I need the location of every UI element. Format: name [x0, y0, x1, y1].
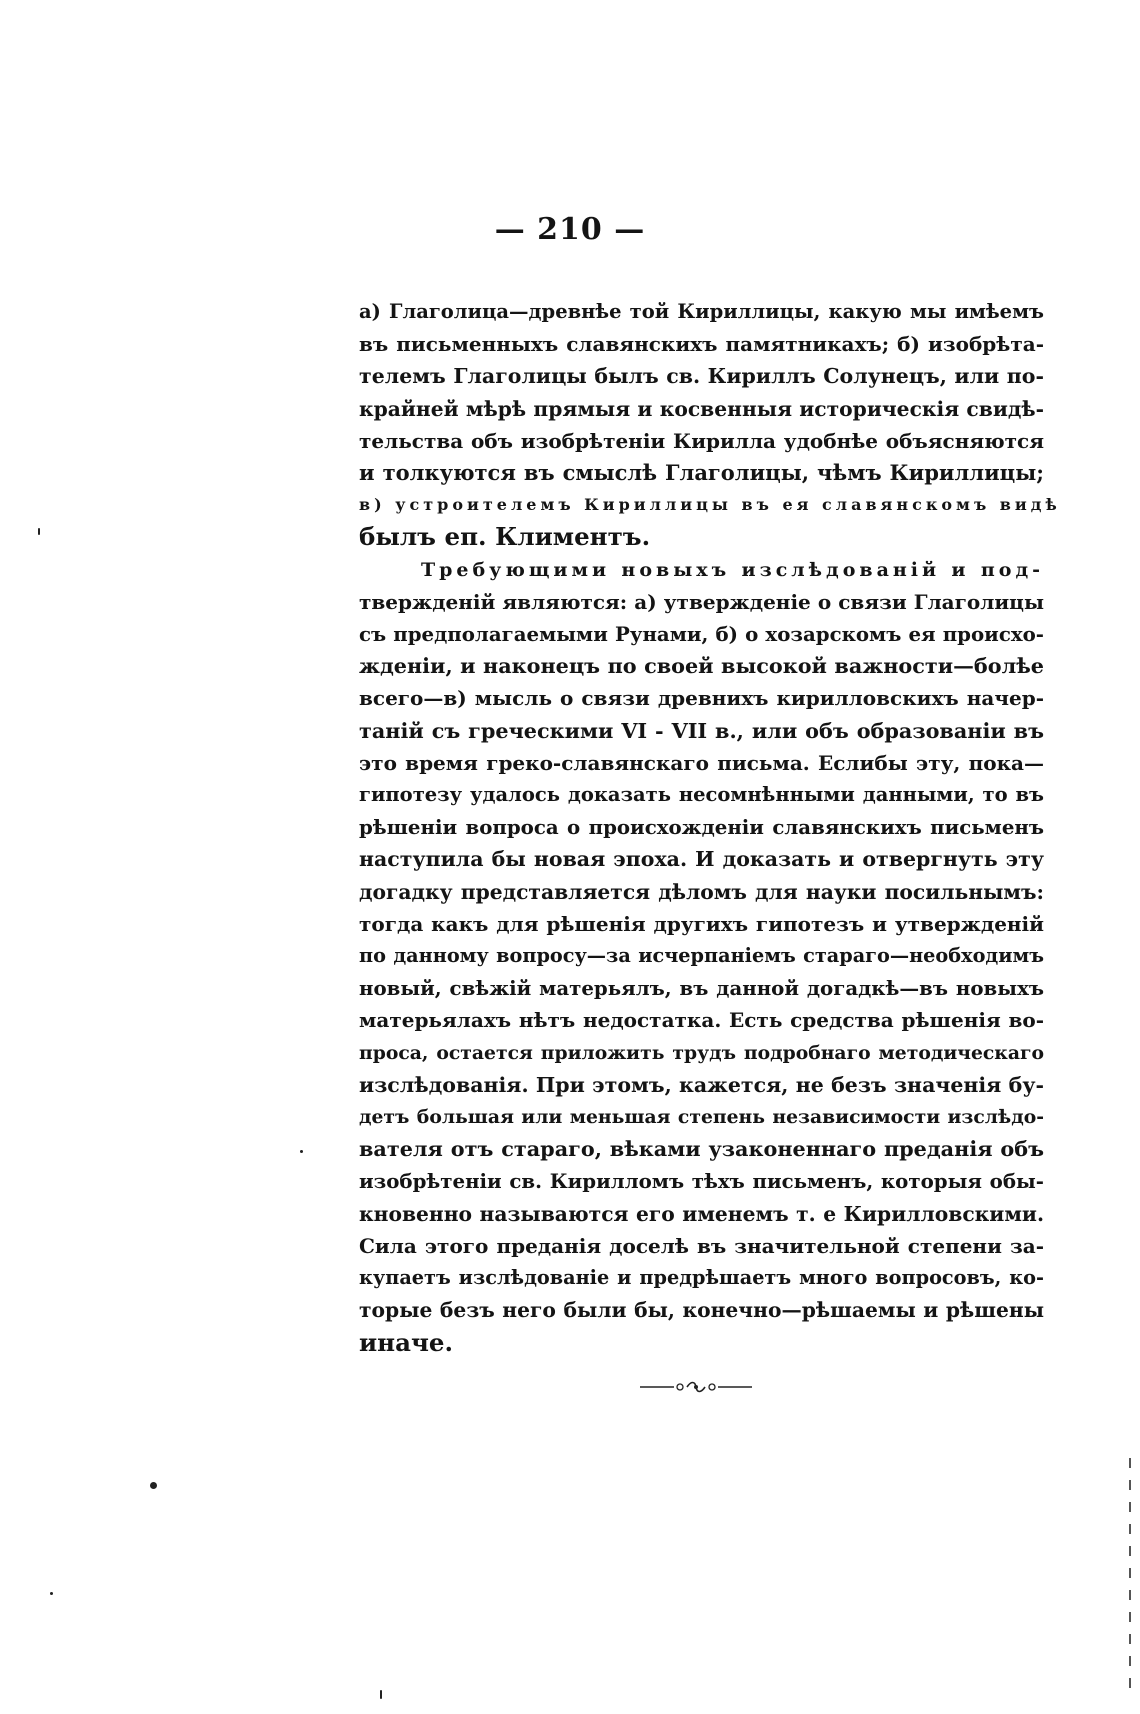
- text-line: это время греко-славянскаго письма. Еслибы эту, пока—: [359, 750, 1044, 775]
- text-line: былъ еп. Климентъ.: [359, 522, 651, 552]
- ink-speck: [300, 1150, 303, 1153]
- text-line: телемъ Глаголицы былъ св. Кириллъ Солунецъ, или по-: [359, 364, 1044, 389]
- text-line: рѣшеніи вопроса о происхожденіи славянскихъ письменъ: [359, 815, 1044, 840]
- text-line: тельства объ изобрѣтеніи Кирилла удобнѣе объясняются: [359, 428, 1044, 453]
- text-line: вателя отъ стараго, вѣками узаконеннаго преданія объ: [359, 1137, 1044, 1162]
- body-text: [359, 296, 1061, 1359]
- text-line: всего—в) мысль о связи древнихъ кирилловскихъ начер-: [359, 686, 1044, 711]
- text-line: гипотезу удалось доказать несомнѣнными данными, то въ: [359, 783, 1044, 807]
- text-line: по данному вопросу—за исчерпаніемъ стараго—необходимъ: [359, 944, 1044, 968]
- text-line: тогда какъ для рѣшенія другихъ гипотезъ и утвержденій: [359, 911, 1044, 936]
- text-line: таній съ греческими VI - VII в., или объ образованіи въ: [359, 718, 1044, 743]
- text-line: детъ большая или меньшая степень независимости изслѣдо-: [359, 1106, 1044, 1129]
- text-line: изслѣдованія. При этомъ, кажется, не безъ значенія бу-: [359, 1072, 1044, 1097]
- ink-speck: [50, 1592, 53, 1595]
- text-line: крайней мѣрѣ прямыя и косвенныя историческія свидѣ-: [359, 396, 1044, 421]
- ink-speck: [38, 528, 40, 535]
- text-line: кновенно называются его именемъ т. е Кирилловскими.: [359, 1201, 1044, 1226]
- text-line: съ предполагаемыми Рунами, б) о хозарскомъ ея происхо-: [359, 622, 1044, 647]
- page-number: — 210 —: [494, 212, 646, 247]
- text-line: въ письменныхъ славянскихъ памятникахъ; б) изобрѣта-: [359, 332, 1044, 357]
- ornamental-divider-icon: [640, 1380, 752, 1394]
- text-line: иначе.: [359, 1327, 454, 1357]
- text-line: а) Глаголица—древнѣе той Кириллицы, какую мы имѣемъ: [359, 300, 1044, 323]
- text-line: матерьялахъ нѣтъ недостатка. Есть средства рѣшенія во-: [359, 1008, 1044, 1033]
- text-line: и толкуются въ смыслѣ Глаголицы, чѣмъ Кириллицы;: [359, 460, 1044, 486]
- text-line: изобрѣтеніи св. Кирилломъ тѣхъ письменъ, которыя обы-: [359, 1169, 1044, 1194]
- ink-speck: [380, 1690, 382, 1699]
- text-line: новый, свѣжій матерьялъ, въ данной догадкѣ—въ новыхъ: [359, 976, 1044, 1001]
- text-line: догадку представляется дѣломъ для науки посильнымъ:: [359, 879, 1044, 904]
- text-line: твержденій являются: а) утвержденіе о связи Глаголицы: [359, 589, 1044, 614]
- paragraph-first-line: Требующими новыхъ изслѣдованій и под-: [421, 558, 1044, 581]
- text-line: наступила бы новая эпоха. И доказать и отвергнуть эту: [359, 847, 1044, 872]
- page-edge-mark: [1129, 1458, 1131, 1693]
- text-line: в) устроителемъ Кириллицы въ ея славянскомъ видѣ: [359, 495, 1061, 515]
- text-line: проса, остается приложить трудъ подробнаго методическаго: [359, 1041, 1044, 1064]
- text-line: купаетъ изслѣдованіе и предрѣшаетъ много вопросовъ, ко-: [359, 1266, 1044, 1290]
- text-line: жденіи, и наконецъ по своей высокой важности—болѣе: [359, 654, 1044, 679]
- text-line: торые безъ него были бы, конечно—рѣшаемы и рѣшены: [359, 1298, 1044, 1323]
- ink-speck: [150, 1482, 157, 1489]
- text-line: Сила этого преданія доселѣ въ значительной степени за-: [359, 1233, 1044, 1258]
